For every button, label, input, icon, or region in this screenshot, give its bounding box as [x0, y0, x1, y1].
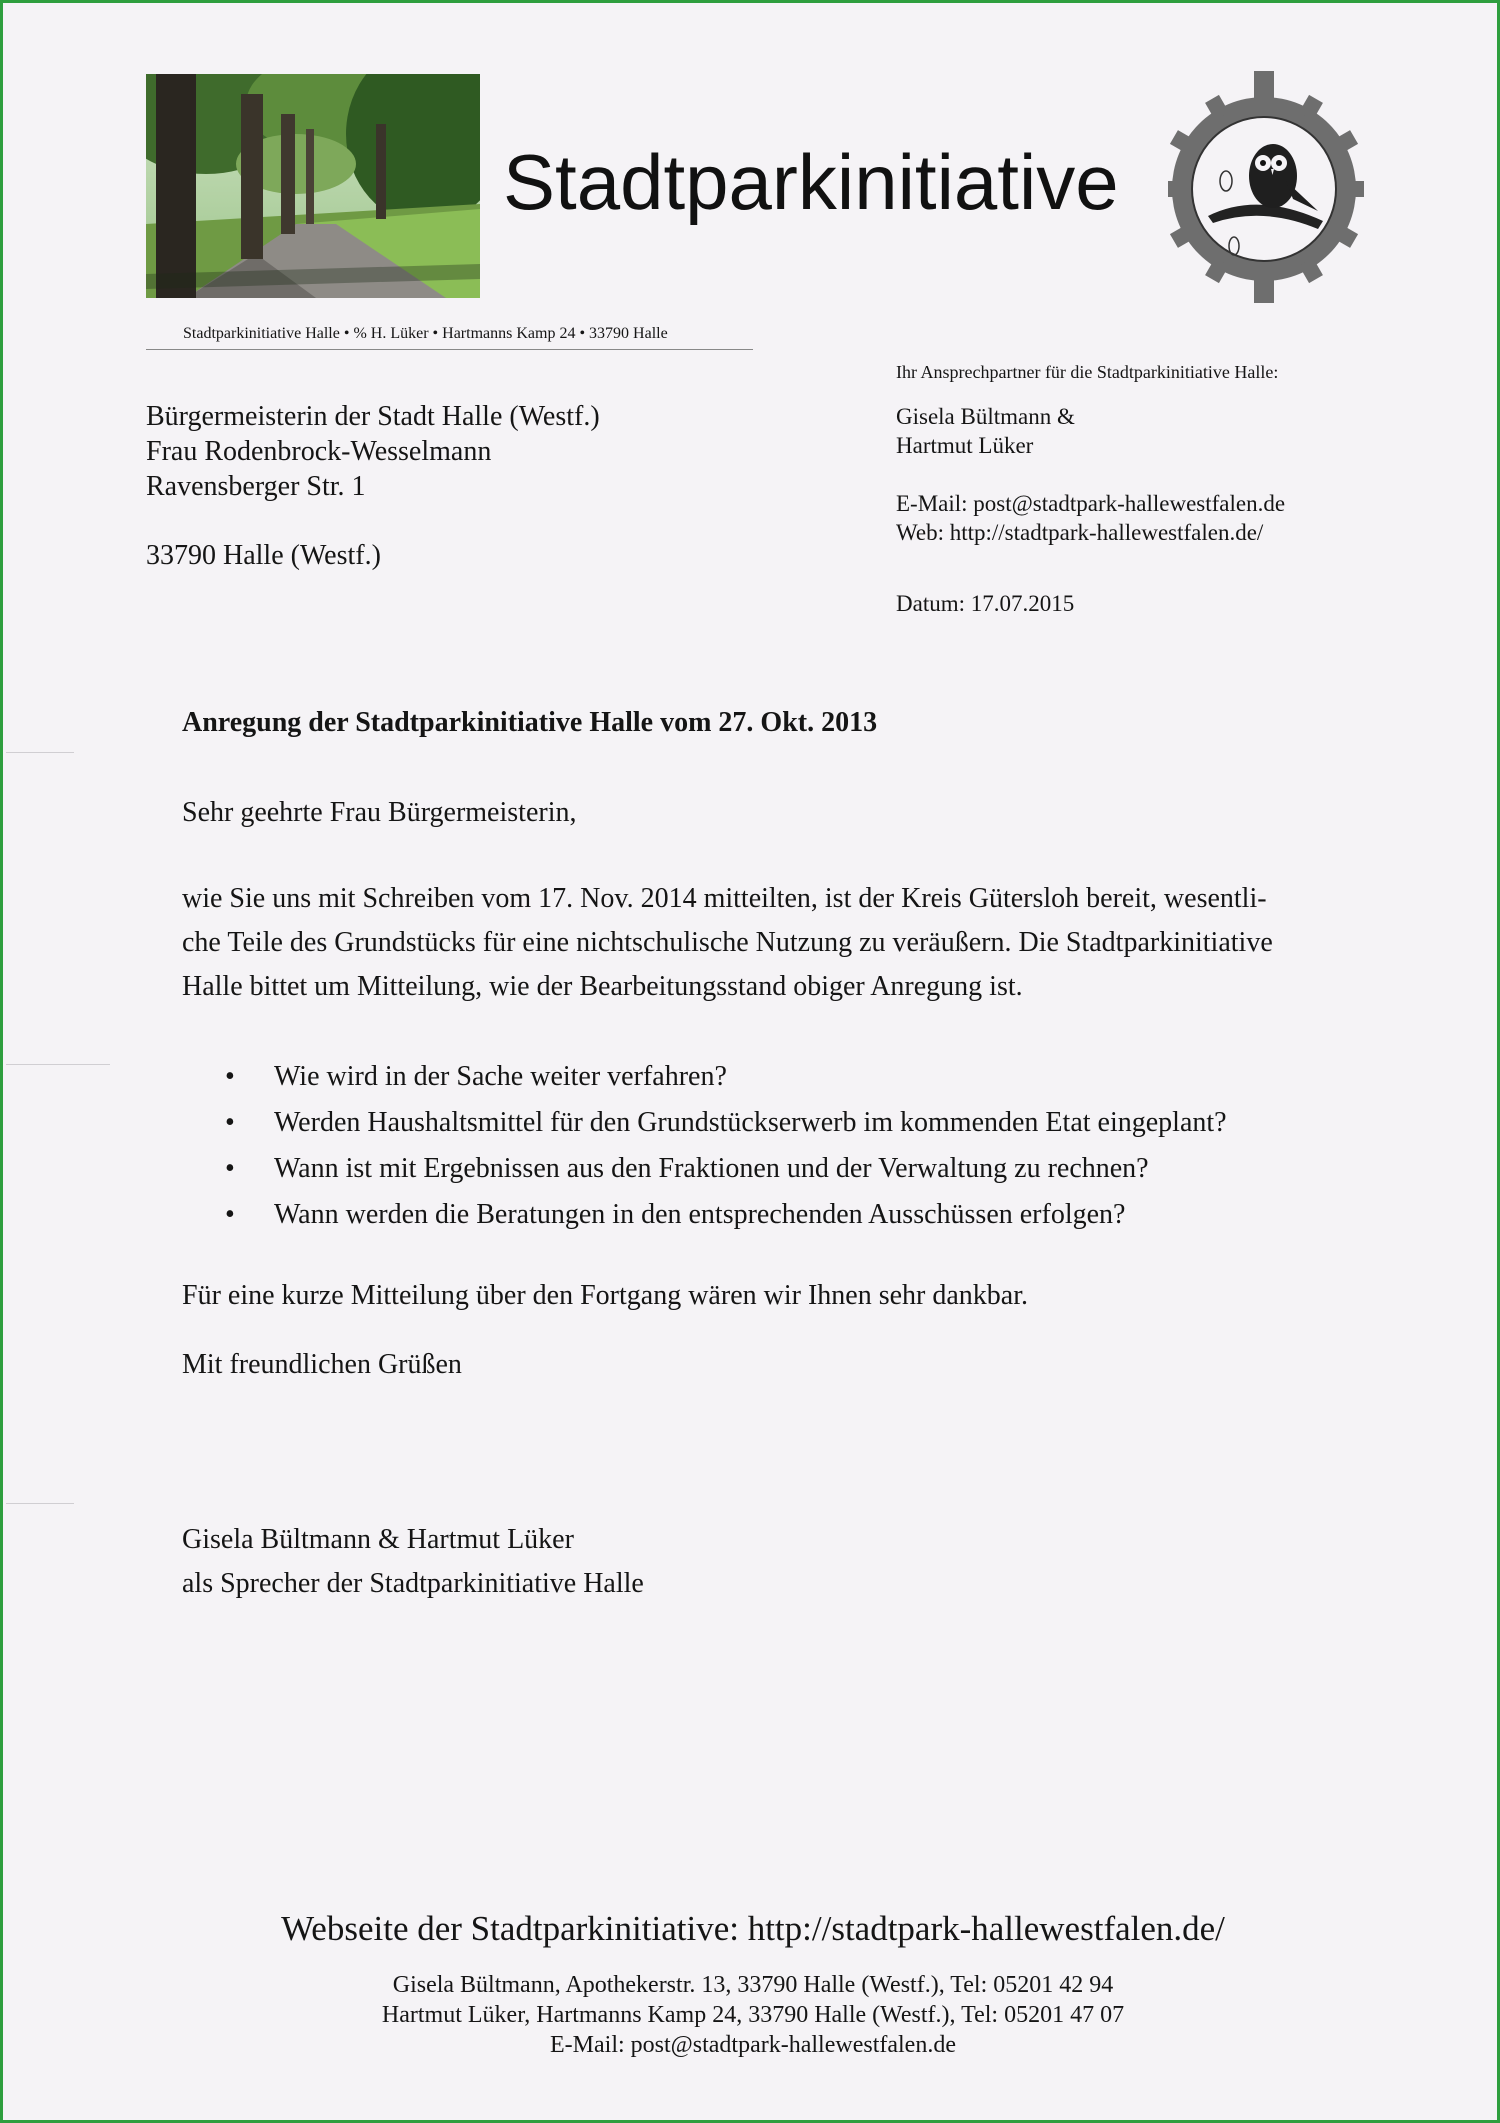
greeting: Mit freundlichen Grüßen: [182, 1349, 462, 1380]
brand-title: Stadtparkinitiative: [503, 138, 1119, 226]
contact-block: [896, 360, 1285, 618]
contact-email: E-Mail: post@stadtpark-hallewestfalen.de: [896, 491, 1286, 516]
recipient-line: Bürgermeisterin der Stadt Halle (Westf.): [146, 401, 600, 432]
list-item: • Wann ist mit Ergebnissen aus den Fraktionen und der Verwaltung zu rechnen?: [225, 1153, 1149, 1184]
fold-mark: [6, 1503, 74, 1504]
punch-mark: [6, 1064, 110, 1065]
sender-rule: [146, 349, 753, 350]
footer-line: Gisela Bültmann, Apothekerstr. 13, 33790 Halle (Westf.), Tel: 05201 42 94: [392, 1972, 1114, 1998]
recipient-line: Frau Rodenbrock-Wesselmann: [146, 436, 492, 467]
letter-subject: Anregung der Stadtparkinitiative Halle vom 27. Okt. 2013: [182, 707, 878, 738]
list-item: • Wie wird in der Sache weiter verfahren?: [225, 1061, 727, 1092]
recipient-city: 33790 Halle (Westf.): [146, 540, 381, 571]
footer-line: Hartmut Lüker, Hartmanns Kamp 24, 33790 Halle (Westf.), Tel: 05201 47 07: [381, 2002, 1125, 2028]
paragraph-line: Halle bittet um Mitteilung, wie der Bearbeitungsstand obiger Anregung ist.: [182, 971, 1023, 1002]
contact-name: Hartmut Lüker: [896, 433, 1034, 458]
footer-contact: [3, 1970, 1500, 2060]
recipient-line: Ravensberger Str. 1: [146, 471, 366, 502]
fold-mark: [6, 752, 74, 753]
letter-date: Datum: 17.07.2015: [896, 591, 1075, 616]
salutation: Sehr geehrte Frau Bürgermeisterin,: [182, 797, 577, 828]
contact-heading: Ihr Ansprechpartner für die Stadtparkinitiative Halle:: [896, 362, 1279, 382]
question-list: [182, 1054, 1227, 1238]
signature-role: als Sprecher der Stadtparkinitiative Halle: [182, 1568, 644, 1599]
letter-paragraph: [182, 877, 1273, 1009]
contact-name: Gisela Bültmann &: [896, 404, 1075, 429]
owl-gear-logo: [1168, 71, 1364, 303]
park-photo: [146, 74, 480, 298]
contact-web: Web: http://stadtpark-hallewestfalen.de/: [896, 520, 1264, 545]
list-item: • Wann werden die Beratungen in den entsprechenden Ausschüssen erfolgen?: [225, 1199, 1126, 1230]
list-item: • Werden Haushaltsmittel für den Grundstückserwerb im kommenden Etat eingeplant?: [225, 1107, 1227, 1138]
footer-line: E-Mail: post@stadtpark-hallewestfalen.de: [550, 2032, 956, 2058]
closing-sentence: Für eine kurze Mitteilung über den Fortgang wären wir Ihnen sehr dankbar.: [182, 1280, 1028, 1311]
footer-title: Webseite der Stadtparkinitiative: http://stadtpark-hallewestfalen.de/: [281, 1909, 1225, 1948]
signature-names: Gisela Bültmann & Hartmut Lüker: [182, 1524, 574, 1555]
sender-line: Stadtparkinitiative Halle • % H. Lüker • Hartmanns Kamp 24 • 33790 Halle: [183, 325, 668, 342]
paragraph-line: che Teile des Grundstücks für eine nichtschulische Nutzung zu veräußern. Die Stadtparkinitiative: [182, 927, 1273, 958]
signature-block: [182, 1518, 644, 1606]
paragraph-line: wie Sie uns mit Schreiben vom 17. Nov. 2014 mitteilten, ist der Kreis Gütersloh bereit, wesentli-: [182, 883, 1267, 914]
recipient-address: [146, 399, 600, 573]
